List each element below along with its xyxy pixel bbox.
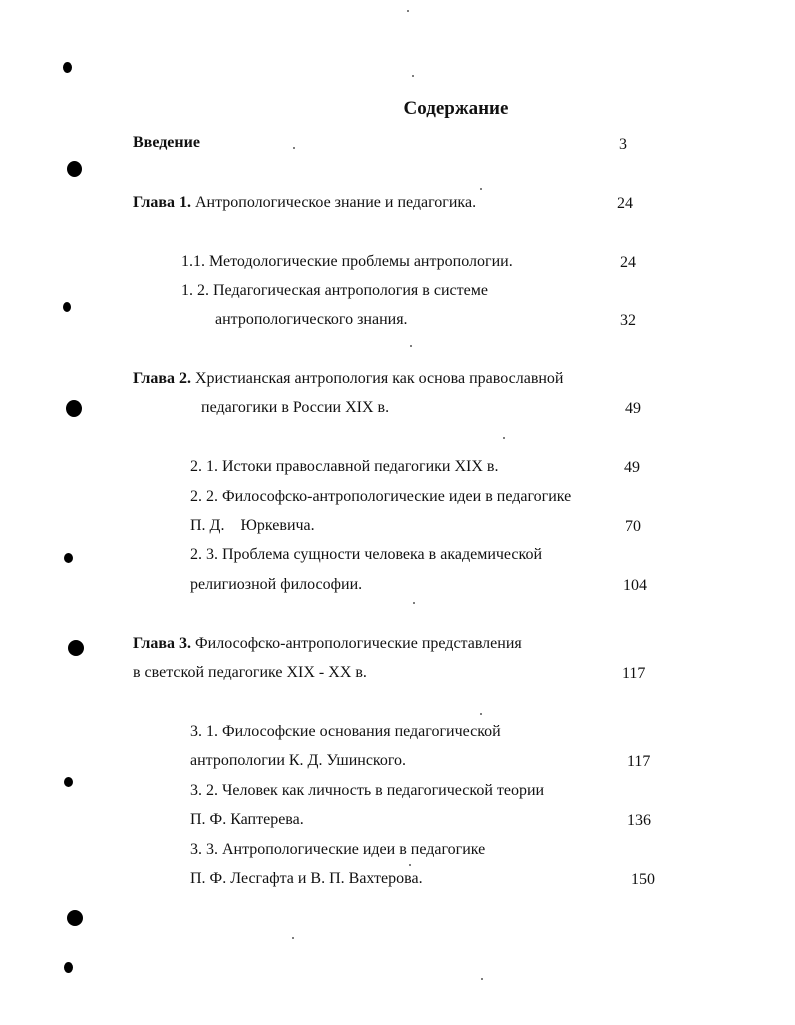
binder-hole [67,161,82,177]
toc-section-3-2: 3. 2. Человек как личность в педагогической теории [190,782,545,799]
toc-chapter-3-cont: в светской педагогике XIX - XX в. [133,664,367,681]
toc-section-2-3: 2. 3. Проблема сущности человека в академической [190,546,543,563]
toc-page-number: 24 [617,195,633,212]
toc-section-3-2-cont: П. Ф. Каптерева. [190,811,304,828]
toc-page-number: 3 [619,136,627,153]
toc-section-2-2-cont: П. Д. Юркевича. [190,517,315,534]
toc-page-number: 117 [627,753,651,770]
toc-page-number: 32 [620,312,636,329]
toc-section-2-1: 2. 1. Истоки православной педагогики XIX в. [190,458,499,475]
toc-section-2-3-cont: религиозной философии. [190,576,363,593]
toc-page-number: 24 [620,254,636,271]
binder-hole [63,302,71,312]
toc-page-number: 49 [624,459,640,476]
binder-hole [63,62,72,73]
binder-hole [64,777,73,787]
toc-page-number: 49 [625,400,641,417]
toc-chapter-2-cont: педагогики в России XIX в. [201,399,390,416]
toc-page-number: 70 [625,518,641,535]
toc-section-3-3: 3. 3. Антропологические идеи в педагогике [190,841,486,858]
toc-intro-label: Введение [133,134,200,151]
toc-chapter-1: Глава 1. Антропологическое знание и педагогика. [133,194,477,211]
toc-section-1-2: 1. 2. Педагогическая антропология в системе [181,282,488,299]
binder-hole [64,553,73,563]
binder-hole [64,962,73,973]
toc-chapter-2: Глава 2. Христианская антропология как основа православной [133,370,564,387]
toc-section-1-2-cont: антропологического знания. [215,311,408,328]
toc-chapter-3: Глава 3. Философско-антропологические представления [133,635,522,652]
binder-hole [68,640,84,656]
toc-page-number: 117 [622,665,646,682]
toc-page-number: 150 [631,871,655,888]
toc-page-number: 104 [623,577,647,594]
toc-section-3-1: 3. 1. Философские основания педагогической [190,723,501,740]
page-title: Содержание [403,98,509,119]
binder-hole [67,910,83,926]
toc-page-number: 136 [627,812,651,829]
toc-section-2-2: 2. 2. Философско-антропологические идеи в педагогике [190,488,572,505]
toc-section-3-3-cont: П. Ф. Лесгафта и В. П. Вахтерова. [190,870,423,887]
toc-section-1-1: 1.1. Методологические проблемы антропологии. [181,253,513,270]
binder-hole [66,400,82,417]
toc-section-3-1-cont: антропологии К. Д. Ушинского. [190,752,407,769]
